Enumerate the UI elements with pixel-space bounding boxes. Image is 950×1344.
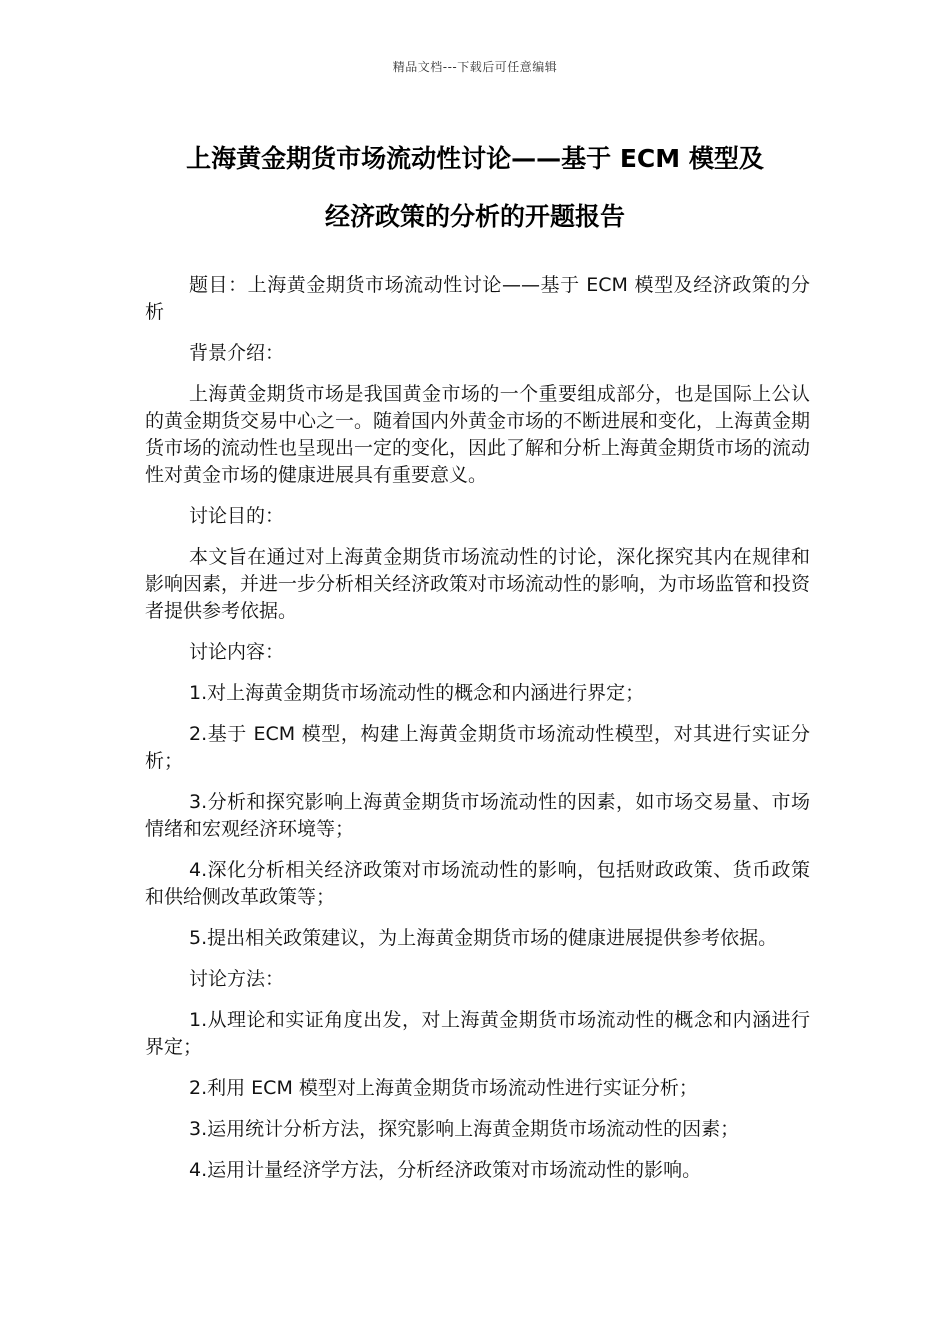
paragraph-background: 上海黄金期货市场是我国黄金市场的一个重要组成部分，也是国际上公认的黄金期货交易中心之一。随着国内外黄金市场的不断进展和变化，上海黄金期货市场的流动性也呈现出一定的变化，因此了解和分析上海黄金期货市场的流动性对黄金市场的健康进展具有重要意义。 (145, 383, 811, 486)
paragraph-background-heading: 背景介绍： (189, 342, 285, 364)
paragraph-content-item-3: 3.分析和探究影响上海黄金期货市场流动性的因素，如市场交易量、市场情绪和宏观经济环境等； (145, 791, 810, 840)
document-body (145, 272, 810, 1198)
paragraph-purpose-heading: 讨论目的： (189, 505, 285, 527)
paragraph-method-item-1: 1.从理论和实证角度出发，对上海黄金期货市场流动性的概念和内涵进行界定； (145, 1009, 810, 1058)
paragraph-content-item-1: 1.对上海黄金期货市场流动性的概念和内涵进行界定； (189, 682, 645, 704)
title-line-2: 经济政策的分析的开题报告 (324, 202, 625, 231)
paragraph-method-heading: 讨论方法： (189, 968, 285, 990)
paragraph-method-item-2: 2.利用 ECM 模型对上海黄金期货市场流动性进行实证分析； (189, 1077, 698, 1099)
paragraph-content-item-5: 5.提出相关政策建议，为上海黄金期货市场的健康进展提供参考依据。 (189, 927, 778, 949)
paragraph-method-item-3: 3.运用统计分析方法，探究影响上海黄金期货市场流动性的因素； (189, 1118, 740, 1140)
title-line-1: 上海黄金期货市场流动性讨论——基于 ECM 模型及 (186, 144, 764, 173)
page-header: 精品文档---下载后可任意编辑 (392, 60, 558, 74)
paragraph-content-item-2: 2.基于 ECM 模型，构建上海黄金期货市场流动性模型，对其进行实证分析； (145, 723, 810, 772)
paragraph-topic: 题目：上海黄金期货市场流动性讨论——基于 ECM 模型及经济政策的分析 (145, 274, 810, 323)
document-title (120, 130, 830, 246)
paragraph-content-item-4: 4.深化分析相关经济政策对市场流动性的影响，包括财政政策、货币政策和供给侧改革政策等； (145, 859, 810, 908)
paragraph-method-item-4: 4.运用计量经济学方法，分析经济政策对市场流动性的影响。 (189, 1159, 702, 1181)
paragraph-purpose: 本文旨在通过对上海黄金期货市场流动性的讨论，深化探究其内在规律和影响因素，并进一步分析相关经济政策对市场流动性的影响，为市场监管和投资者提供参考依据。 (145, 546, 811, 622)
paragraph-content-heading: 讨论内容： (189, 641, 285, 663)
